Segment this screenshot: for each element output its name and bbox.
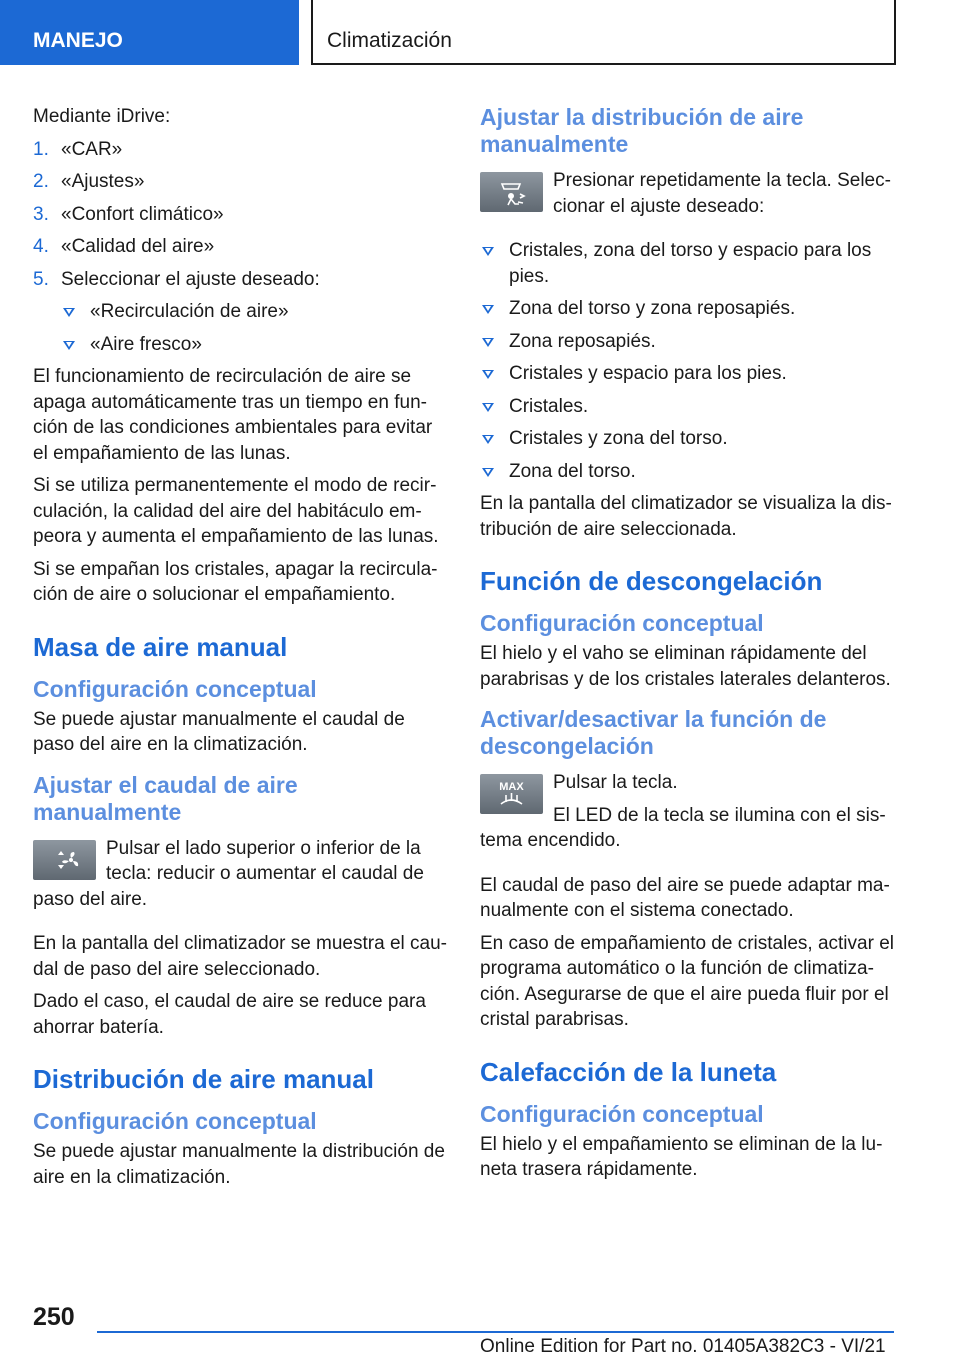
- max-defrost-key-icon: [480, 774, 543, 814]
- paragraph: Pulsar el lado superior o inferior de la tecla: reducir o aumentar el caudal de paso del aire.: [33, 837, 424, 910]
- bullet-triangle-icon: [482, 247, 494, 256]
- subheading-config: Configuración conceptual: [33, 1108, 317, 1134]
- page-number: 250: [33, 1303, 75, 1331]
- list-item: «Recirculación de aire»: [61, 299, 451, 325]
- paragraph: Se puede ajustar manualmente la distribución de aire en la climatización.: [33, 1141, 445, 1188]
- footer-divider: [97, 1331, 894, 1333]
- section-tab: [0, 0, 299, 65]
- chapter-box: [311, 0, 896, 65]
- bullet-triangle-icon: [63, 308, 75, 317]
- distribution-key-row: [480, 168, 898, 226]
- paragraph: En la pantalla del climatizador se visualiza la distribución de aire seleccionada.: [480, 493, 892, 540]
- subheading-config: Configuración conceptual: [480, 610, 764, 636]
- idrive-intro: Mediante iDrive:: [33, 106, 171, 127]
- list-item: 5. Seleccionar el ajuste deseado:: [33, 268, 320, 290]
- chapter-title: Climatización: [327, 29, 452, 52]
- paragraph: Si se empañan los cristales, apagar la recirculación de aire o solucionar el empañamiento.: [33, 558, 438, 605]
- bullet-triangle-icon: [482, 338, 494, 347]
- list-item: 3. «Confort climático»: [33, 203, 224, 225]
- subheading-config: Configuración conceptual: [480, 1100, 764, 1127]
- heading-masa-aire: Masa de aire manual: [33, 631, 288, 662]
- paragraph: En caso de empañamiento de cristales, activar el programa automático o la función de climatización. Asegurarse de que el aire pueda fluir por el cristal parabrisas.: [480, 932, 894, 1030]
- paragraph: Se puede ajustar manualmente el caudal de paso del aire en la climatización.: [33, 708, 405, 755]
- paragraph: En la pantalla del climatizador se muestra el caudal de paso del aire seleccionado.: [33, 933, 447, 980]
- fan-key-icon: [33, 840, 96, 880]
- heading-distribucion: Distribución de aire manual: [33, 1064, 374, 1094]
- list-item: 4. «Calidad del aire»: [33, 236, 215, 257]
- list-item: Cristales y zona del torso.: [480, 426, 898, 452]
- svg-text:MAX: MAX: [499, 781, 524, 793]
- fan-key-row: [33, 836, 451, 920]
- left-column: [33, 104, 451, 1197]
- bullet-triangle-icon: [63, 341, 75, 350]
- subheading-config: Configuración conceptual: [33, 675, 317, 702]
- edition-note: Online Edition for Part no. 01405A382C3 - VI/21: [480, 1336, 886, 1357]
- distribution-options: [480, 238, 898, 484]
- list-item: «Aire fresco»: [61, 332, 451, 358]
- list-item: Zona del torso.: [480, 459, 898, 485]
- section-title: MANEJO: [33, 29, 123, 52]
- paragraph: El LED de la tecla se ilumina con el sistema encendido.: [480, 804, 886, 851]
- subheading-ajustar-distribucion: Ajustar la distribución de aire manualmente: [480, 104, 804, 157]
- list-item: 1. «CAR»: [33, 138, 123, 160]
- list-item: Cristales, zona del torso y espacio para los pies.: [480, 238, 898, 289]
- paragraph: El hielo y el empañamiento se eliminan de la luneta trasera rápidamente.: [480, 1133, 883, 1180]
- list-item: 2. «Ajustes»: [33, 171, 145, 192]
- list-item: Zona reposapiés.: [480, 329, 898, 355]
- bullet-triangle-icon: [482, 305, 494, 314]
- bullet-triangle-icon: [482, 468, 494, 477]
- paragraph: El funcionamiento de recirculación de aire se apaga automáticamente tras un tiempo en función de las condiciones ambientales para evitar el empañamiento de las lunas.: [33, 366, 433, 464]
- list-item: Cristales y espacio para los pies.: [480, 361, 898, 387]
- list-item: Zona del torso y zona reposapiés.: [480, 296, 898, 322]
- list-item: Cristales.: [480, 394, 898, 420]
- paragraph: Presionar repetidamente la tecla. Seleccionar el ajuste deseado:: [553, 170, 891, 217]
- heading-descongelacion: Función de descongelación: [480, 566, 823, 596]
- subheading-caudal: Ajustar el caudal de aire manualmente: [33, 771, 298, 825]
- idrive-steps: [33, 137, 451, 293]
- bullet-triangle-icon: [482, 370, 494, 379]
- paragraph: El caudal de paso del aire se puede adaptar manualmente con el sistema conectado.: [480, 874, 890, 921]
- air-distribution-key-icon: [480, 172, 543, 212]
- defrost-key-row: [480, 770, 898, 861]
- paragraph: Si se utiliza permanentemente el modo de recirculación, la calidad del aire del habitáculo empeora y aumenta el empañamiento de las lunas.: [33, 475, 439, 547]
- subheading-activar: Activar/desactivar la función de descongelación: [480, 706, 827, 759]
- bullet-triangle-icon: [482, 435, 494, 444]
- idrive-substeps: [61, 299, 451, 357]
- paragraph: Pulsar la tecla.: [553, 772, 678, 793]
- paragraph: Dado el caso, el caudal de aire se reduce para ahorrar batería.: [33, 991, 426, 1038]
- heading-luneta: Calefacción de la luneta: [480, 1056, 777, 1087]
- paragraph: El hielo y el vaho se eliminan rápidamente del parabrisas y de los cristales laterales delanteros.: [480, 643, 891, 690]
- bullet-triangle-icon: [482, 403, 494, 412]
- right-column: [480, 104, 898, 1190]
